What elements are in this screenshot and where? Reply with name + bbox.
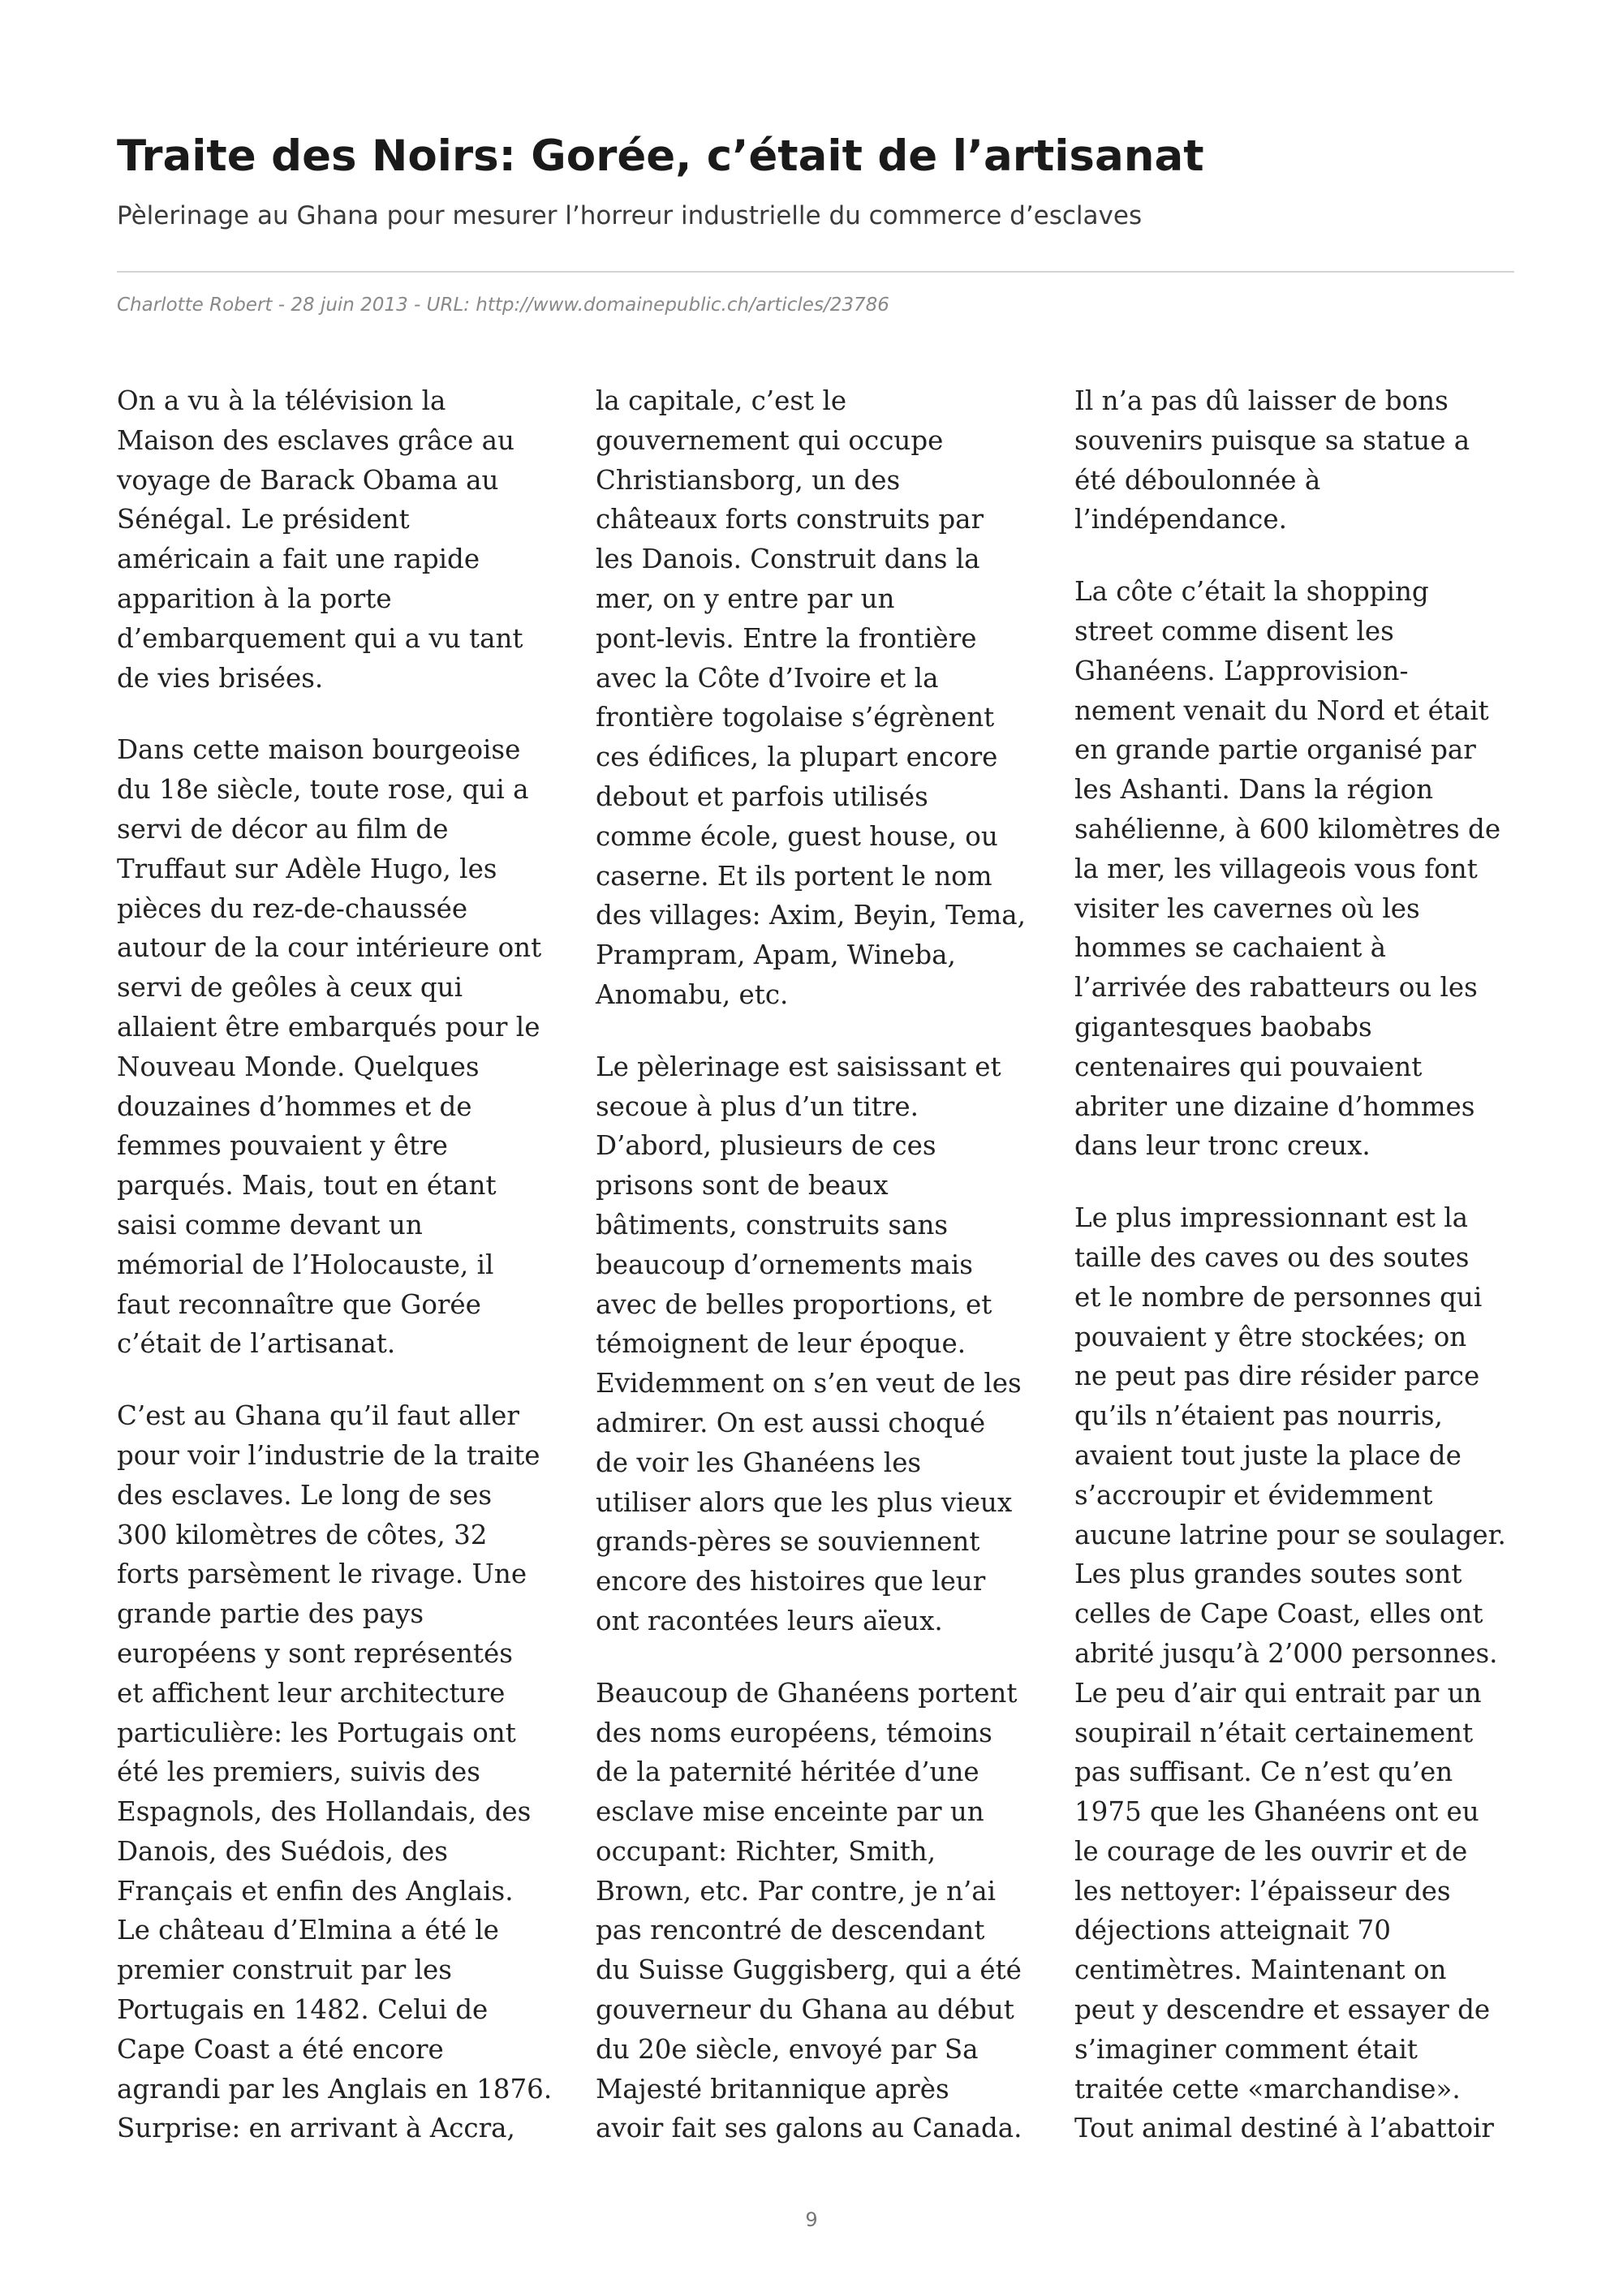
- text-line: d’embarquement qui a vu tant: [117, 622, 523, 654]
- text-column-2: [596, 381, 1050, 2181]
- text-line: des esclaves. Le long de ses: [117, 1479, 492, 1511]
- text-line: du Suisse Guggisberg, qui a été: [596, 1954, 1022, 1986]
- text-line: nement venait du Nord et était: [1074, 694, 1489, 726]
- text-line: centimètres. Maintenant on: [1074, 1954, 1447, 1986]
- text-line: Nouveau Monde. Quelques: [117, 1051, 480, 1082]
- text-line: pont-levis. Entre la frontière: [596, 622, 977, 654]
- header-divider: [117, 271, 1514, 273]
- text-line: D’abord, plusieurs de ces: [596, 1130, 936, 1162]
- text-line: Le peu d’air qui entrait par un: [1074, 1677, 1482, 1709]
- text-line: douzaines d’hommes et de: [117, 1090, 472, 1122]
- text-line: forts parsèment le rivage. Une: [117, 1559, 527, 1590]
- text-line: femmes pouvaient y être: [117, 1130, 448, 1162]
- text-line: Le plus impressionnant est la: [1074, 1202, 1469, 1234]
- text-line: grande partie des pays: [117, 1598, 424, 1630]
- paragraph: [596, 381, 1050, 1015]
- text-line: pièces du rez-de-chaussée: [117, 892, 468, 924]
- text-line: frontière togolaise s’égrènent: [596, 702, 995, 733]
- text-line: en grande partie organisé par: [1074, 734, 1476, 766]
- text-line: prisons sont de beaux: [596, 1170, 889, 1202]
- text-line: Prampram, Apam, Wineba,: [596, 939, 956, 971]
- text-line: Truffaut sur Adèle Hugo, les: [117, 853, 497, 884]
- text-line: hommes se cachaient à: [1074, 932, 1387, 964]
- text-line: saisi comme devant un: [117, 1209, 423, 1240]
- text-line: les nettoyer: l’épaisseur des: [1074, 1875, 1451, 1907]
- text-line: de voir les Ghanéens les: [596, 1447, 922, 1478]
- paragraph: [1074, 381, 1529, 540]
- text-line: pouvaient y être stockées; on: [1074, 1321, 1467, 1352]
- text-line: particulière: les Portugais ont: [117, 1717, 516, 1748]
- text-line: comme école, guest house, ou: [596, 820, 998, 852]
- text-line: Surprise: en arrivant à Accra,: [117, 2113, 515, 2144]
- text-line: gouverneur du Ghana au début: [596, 1994, 1014, 2026]
- paragraph: [117, 1396, 571, 2148]
- text-line: Ghanéens. L’approvision-: [1074, 655, 1409, 686]
- text-line: ces édifices, la plupart encore: [596, 742, 998, 773]
- paragraph: [1074, 572, 1529, 1166]
- text-line: taille des caves ou des soutes: [1074, 1241, 1470, 1273]
- text-line: Le pèlerinage est saisissant et: [596, 1051, 1001, 1082]
- text-line: gigantesques baobabs: [1074, 1011, 1372, 1043]
- text-line: des noms européens, témoins: [596, 1717, 992, 1748]
- text-line: allaient être embarqués pour le: [117, 1011, 540, 1043]
- paragraph: [596, 1047, 1050, 1641]
- text-line: témoignent de leur époque.: [596, 1328, 966, 1360]
- text-line: peut y descendre et essayer de: [1074, 1994, 1491, 2026]
- page-number: 9: [805, 2208, 818, 2231]
- text-line: Les plus grandes soutes sont: [1074, 1559, 1462, 1590]
- text-line: 1975 que les Ghanéens ont eu: [1074, 1796, 1479, 1828]
- text-line: servi de décor au film de: [117, 813, 449, 845]
- text-column-1: [117, 381, 571, 2181]
- text-line: du 18e siècle, toute rose, qui a: [117, 774, 529, 806]
- text-line: On a vu à la télévision la: [117, 385, 446, 416]
- text-line: châteaux forts construits par: [596, 504, 984, 535]
- text-line: ont racontées leurs aïeux.: [596, 1605, 943, 1636]
- text-line: américain a fait une rapide: [117, 544, 480, 575]
- text-line: la capitale, c’est le: [596, 385, 847, 416]
- text-line: déjections atteignait 70: [1074, 1915, 1391, 1946]
- text-line: encore des histoires que leur: [596, 1566, 986, 1597]
- text-line: été déboulonnée à: [1074, 464, 1321, 496]
- text-line: avec de belles proportions, et: [596, 1288, 992, 1320]
- text-line: traitée cette «marchandise».: [1074, 2073, 1461, 2105]
- text-line: La côte c’était la shopping: [1074, 576, 1429, 608]
- text-line: abrité jusqu’à 2’000 personnes.: [1074, 1637, 1498, 1669]
- text-line: Christiansborg, un des: [596, 464, 901, 496]
- text-line: du 20e siècle, envoyé par Sa: [596, 2033, 979, 2065]
- text-line: pas suffisant. Ce n’est qu’en: [1074, 1756, 1453, 1788]
- text-line: secoue à plus d’un titre.: [596, 1090, 919, 1122]
- text-line: 300 kilomètres de côtes, 32: [117, 1519, 488, 1550]
- text-line: Espagnols, des Hollandais, des: [117, 1796, 532, 1828]
- paragraph: [596, 1674, 1050, 2149]
- text-line: pas rencontré de descendant: [596, 1915, 985, 1946]
- text-line: été les premiers, suivis des: [117, 1756, 480, 1788]
- text-line: pour voir l’industrie de la traite: [117, 1439, 540, 1471]
- text-line: gouvernement qui occupe: [596, 424, 944, 456]
- text-line: abriter une dizaine d’hommes: [1074, 1090, 1475, 1122]
- article-subtitle: Pèlerinage au Ghana pour mesurer l’horreur industrielle du commerce d’esclaves: [117, 201, 1143, 230]
- text-column-3: [1074, 381, 1529, 2181]
- text-line: servi de geôles à ceux qui: [117, 972, 463, 1004]
- text-line: voyage de Barack Obama au: [117, 464, 499, 496]
- text-line: occupant: Richter, Smith,: [596, 1835, 936, 1867]
- text-line: admirer. On est aussi choqué: [596, 1407, 986, 1438]
- text-line: avoir fait ses galons au Canada.: [596, 2113, 1022, 2144]
- text-line: souvenirs puisque sa statue a: [1074, 424, 1470, 456]
- text-line: Français et enfin des Anglais.: [117, 1875, 514, 1907]
- text-line: sahélienne, à 600 kilomètres de: [1074, 813, 1501, 845]
- text-line: Danois, des Suédois, des: [117, 1835, 448, 1867]
- text-line: dans leur tronc creux.: [1074, 1130, 1371, 1162]
- paragraph: [117, 730, 571, 1364]
- text-line: celles de Cape Coast, elles ont: [1074, 1598, 1483, 1630]
- text-line: et le nombre de personnes qui: [1074, 1281, 1483, 1313]
- text-line: agrandi par les Anglais en 1876.: [117, 2073, 553, 2105]
- text-line: Sénégal. Le président: [117, 504, 410, 535]
- text-line: européens y sont représentés: [117, 1637, 513, 1669]
- article-title: Traite des Noirs: Gorée, c’était de l’artisanat: [117, 131, 1204, 181]
- text-line: des villages: Axim, Beyin, Tema,: [596, 900, 1027, 931]
- text-line: C’est au Ghana qu’il faut aller: [117, 1400, 519, 1432]
- text-line: Dans cette maison bourgeoise: [117, 734, 521, 766]
- text-line: centenaires qui pouvaient: [1074, 1051, 1423, 1082]
- text-line: soupirail n’était certainement: [1074, 1717, 1474, 1748]
- text-line: Maison des esclaves grâce au: [117, 424, 514, 456]
- text-line: c’était de l’artisanat.: [117, 1328, 396, 1360]
- text-line: Beaucoup de Ghanéens portent: [596, 1677, 1018, 1709]
- text-line: le courage de les ouvrir et de: [1074, 1835, 1468, 1867]
- text-line: bâtiments, construits sans: [596, 1209, 949, 1240]
- text-line: premier construit par les: [117, 1954, 452, 1986]
- text-line: les Danois. Construit dans la: [596, 544, 980, 575]
- text-line: ne peut pas dire résider parce: [1074, 1361, 1480, 1392]
- paragraph: [1074, 1198, 1529, 2148]
- text-line: street comme disent les: [1074, 615, 1394, 647]
- text-line: de la paternité héritée d’une: [596, 1756, 979, 1788]
- text-line: qu’ils n’étaient pas nourris,: [1074, 1400, 1443, 1432]
- text-line: mémorial de l’Holocauste, il: [117, 1249, 494, 1280]
- text-line: faut reconnaître que Gorée: [117, 1288, 481, 1320]
- text-line: caserne. Et ils portent le nom: [596, 860, 992, 892]
- text-line: de vies brisées.: [117, 662, 324, 694]
- text-line: l’arrivée des rabatteurs ou les: [1074, 972, 1478, 1004]
- text-line: visiter les cavernes où les: [1074, 892, 1420, 924]
- text-line: s’accroupir et évidemment: [1074, 1479, 1433, 1511]
- text-line: Cape Coast a été encore: [117, 2033, 444, 2065]
- text-line: Brown, etc. Par contre, je n’ai: [596, 1875, 997, 1907]
- text-line: Il n’a pas dû laisser de bons: [1074, 385, 1449, 416]
- text-line: debout et parfois utilisés: [596, 780, 928, 812]
- text-line: Evidemment on s’en veut de les: [596, 1368, 1022, 1400]
- text-line: Tout animal destiné à l’abattoir: [1074, 2113, 1494, 2144]
- article-meta: Charlotte Robert - 28 juin 2013 - URL: http://www.domainepublic.ch/articles/23786: [117, 295, 889, 316]
- text-line: Le château d’Elmina a été le: [117, 1915, 499, 1946]
- text-line: avec la Côte d’Ivoire et la: [596, 662, 939, 694]
- text-line: aucune latrine pour se soulager.: [1074, 1519, 1506, 1550]
- text-line: parqués. Mais, tout en étant: [117, 1170, 497, 1202]
- paragraph: [117, 381, 571, 698]
- text-line: mer, on y entre par un: [596, 583, 895, 614]
- text-line: autour de la cour intérieure ont: [117, 932, 542, 964]
- text-line: la mer, les villageois vous font: [1074, 853, 1478, 884]
- text-line: Majesté britannique après: [596, 2073, 949, 2105]
- text-line: et affichent leur architecture: [117, 1677, 506, 1709]
- text-line: Anomabu, etc.: [596, 978, 789, 1010]
- text-line: utiliser alors que les plus vieux: [596, 1486, 1013, 1518]
- text-line: s’imaginer comment était: [1074, 2033, 1418, 2065]
- text-line: esclave mise enceinte par un: [596, 1796, 984, 1828]
- text-line: grands-pères se souviennent: [596, 1526, 980, 1558]
- text-line: beaucoup d’ornements mais: [596, 1249, 973, 1280]
- text-line: apparition à la porte: [117, 583, 392, 614]
- text-line: Portugais en 1482. Celui de: [117, 1994, 489, 2026]
- text-line: avaient tout juste la place de: [1074, 1439, 1462, 1471]
- text-line: l’indépendance.: [1074, 504, 1287, 535]
- text-line: les Ashanti. Dans la région: [1074, 774, 1434, 806]
